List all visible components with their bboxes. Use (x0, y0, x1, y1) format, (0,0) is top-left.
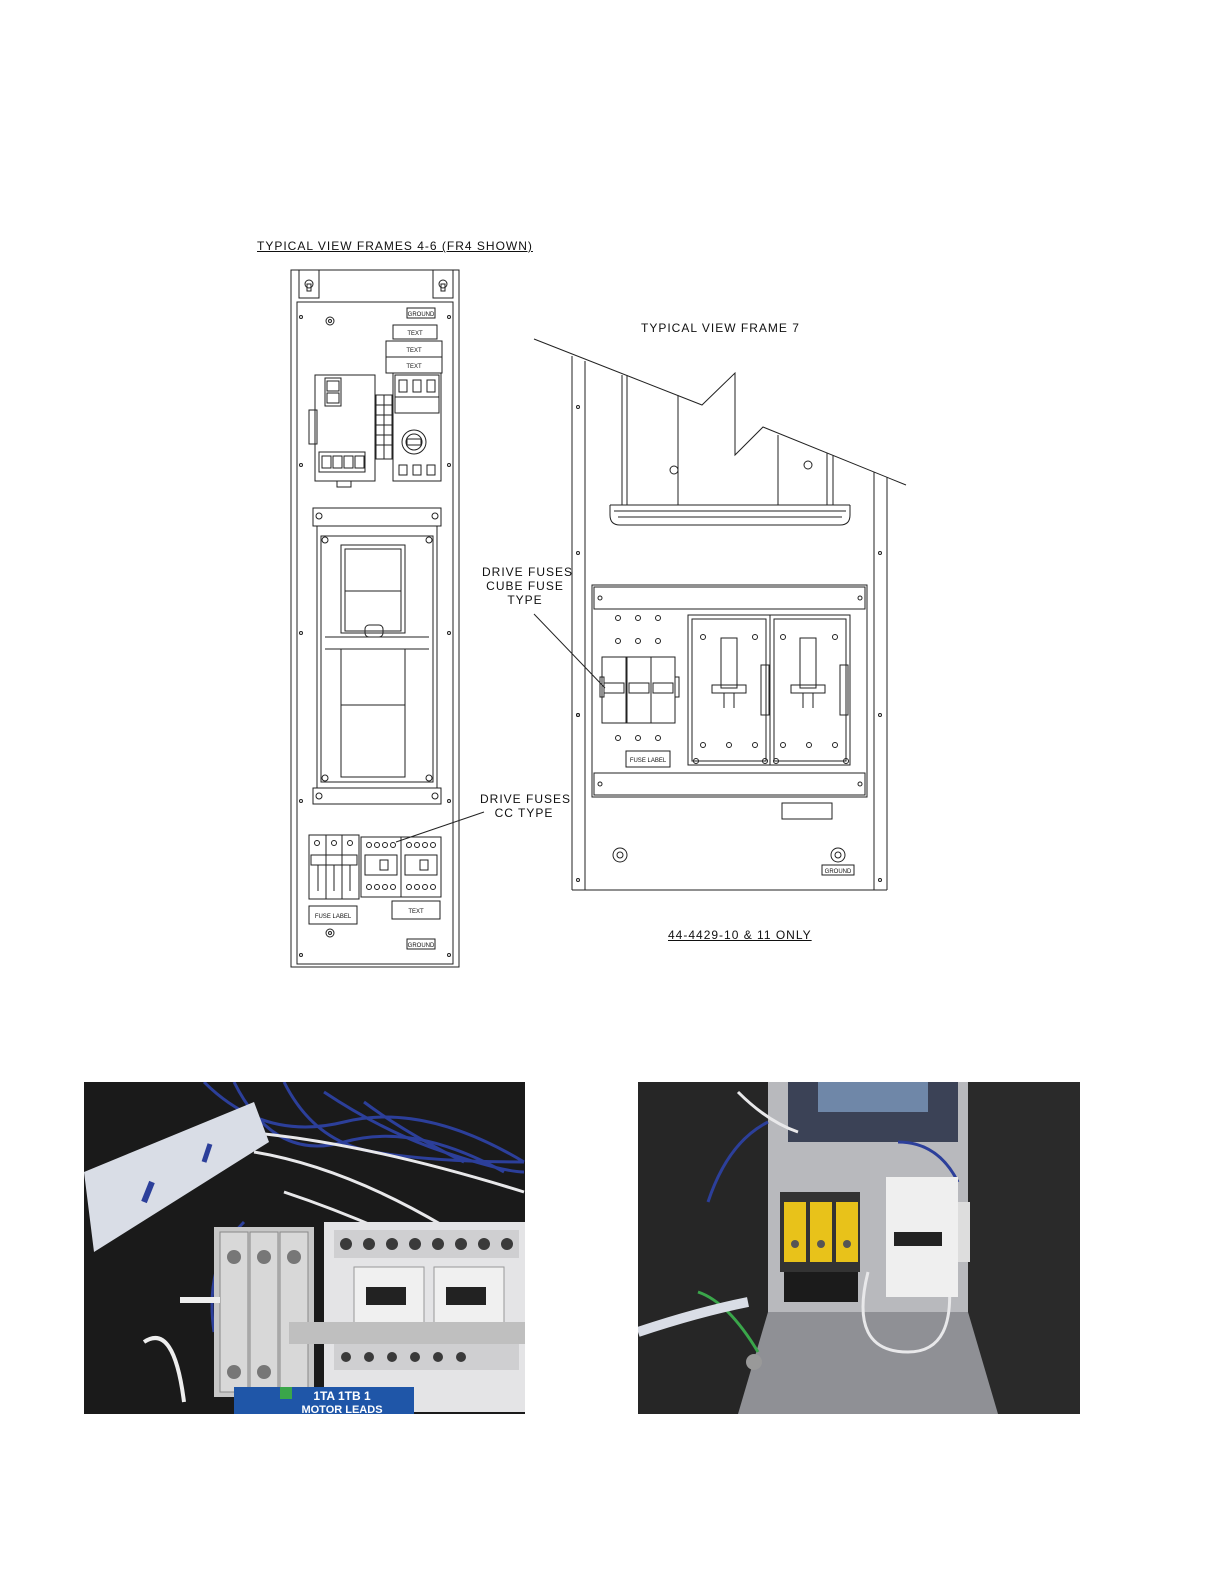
callout-cube-fuse-line2: CUBE FUSE (486, 579, 564, 593)
ground-label-bottom: GROUND (407, 943, 435, 949)
photo-cube-fuses-illustration (638, 1082, 1080, 1414)
callout-cc-type-line1: DRIVE FUSES (480, 792, 572, 806)
model-note: 44-4429-10 & 11 ONLY (668, 928, 812, 942)
ground-label-top: GROUND (407, 312, 435, 318)
photo-cc-fuses-illustration (84, 1082, 525, 1414)
text-label-4: TEXT (408, 909, 424, 915)
photo-motor-leads-line2: MOTOR LEADS (301, 1404, 383, 1414)
callout-cube-fuse-line3: TYPE (507, 593, 543, 607)
callout-cube-fuse-line1: DRIVE FUSES (482, 565, 574, 579)
photo-motor-leads-line1: 1TA 1TB 1 (313, 1389, 371, 1403)
callout-cc-type-line2: CC TYPE (494, 806, 554, 820)
frame-7-drawing (530, 335, 910, 895)
photo-cc-fuses (84, 1082, 525, 1414)
text-label-2: TEXT (406, 348, 422, 354)
frame-7-title: TYPICAL VIEW FRAME 7 (641, 321, 800, 335)
photo-cube-fuses (638, 1082, 1080, 1414)
text-label-1: TEXT (407, 331, 423, 337)
text-label-3: TEXT (406, 364, 422, 370)
ground-label-right: GROUND (824, 869, 852, 875)
fuse-label-left: FUSE LABEL (314, 914, 352, 920)
frames-4-6-title: TYPICAL VIEW FRAMES 4-6 (FR4 SHOWN) (257, 239, 533, 253)
fuse-label-right: FUSE LABEL (629, 758, 667, 764)
